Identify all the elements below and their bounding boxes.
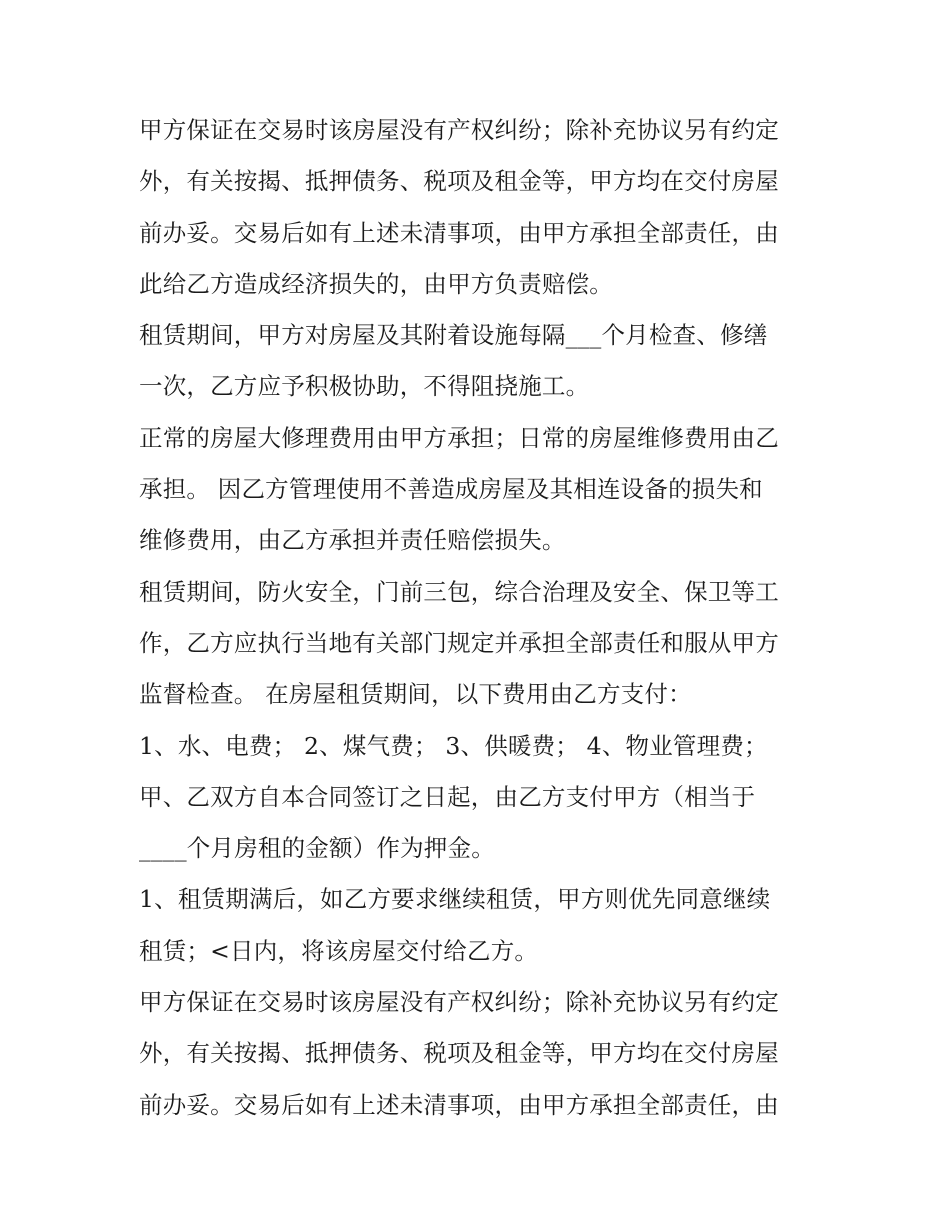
text-line: 一次，乙方应予积极协助，不得阻挠施工。 <box>139 372 590 401</box>
text-line: 租赁期间，防火安全，门前三包，综合治理及安全、保卫等工 <box>139 577 779 606</box>
text-line: 租赁；<日内，将该房屋交付给乙方。 <box>139 936 539 965</box>
text-line: 正常的房屋大修理费用由甲方承担；日常的房屋维修费用由乙 <box>139 423 779 452</box>
text-line: 维修费用，由乙方承担并责任赔偿损失。 <box>139 526 566 555</box>
text-line: 1、租赁期满后，如乙方要求继续租赁，甲方则优先同意继续 <box>139 885 771 914</box>
text-line: ____个月房租的金额）作为押金。 <box>139 834 495 863</box>
text-line: 监督检查。 在房屋租赁期间，以下费用由乙方支付： <box>139 680 692 709</box>
text-line: 甲方保证在交易时该房屋没有产权纠纷；除补充协议另有约定 <box>139 988 779 1017</box>
text-line: 作，乙方应执行当地有关部门规定并承担全部责任和服从甲方 <box>139 628 779 657</box>
text-line: 1、水、电费； 2、煤气费； 3、供暖费； 4、物业管理费； <box>139 731 768 760</box>
text-line: 租赁期间，甲方对房屋及其附着设施每隔___个月检查、修缮 <box>139 321 768 350</box>
text-line: 甲、乙双方自本合同签订之日起，由乙方支付甲方（相当于 <box>139 782 756 811</box>
text-line: 前办妥。交易后如有上述未清事项，由甲方承担全部责任，由 <box>139 218 779 247</box>
text-line: 此给乙方造成经济损失的，由甲方负责赔偿。 <box>139 269 613 298</box>
document-body <box>139 105 819 1131</box>
text-line: 承担。 因乙方管理使用不善造成房屋及其相连设备的损失和 <box>139 475 763 504</box>
text-line: 前办妥。交易后如有上述未清事项，由甲方承担全部责任，由 <box>139 1090 779 1119</box>
text-line: 外，有关按揭、抵押债务、税项及租金等，甲方均在交付房屋 <box>139 1039 779 1068</box>
text-line: 甲方保证在交易时该房屋没有产权纠纷；除补充协议另有约定 <box>139 116 779 144</box>
text-line: 外，有关按揭、抵押债务、税项及租金等，甲方均在交付房屋 <box>139 167 779 196</box>
